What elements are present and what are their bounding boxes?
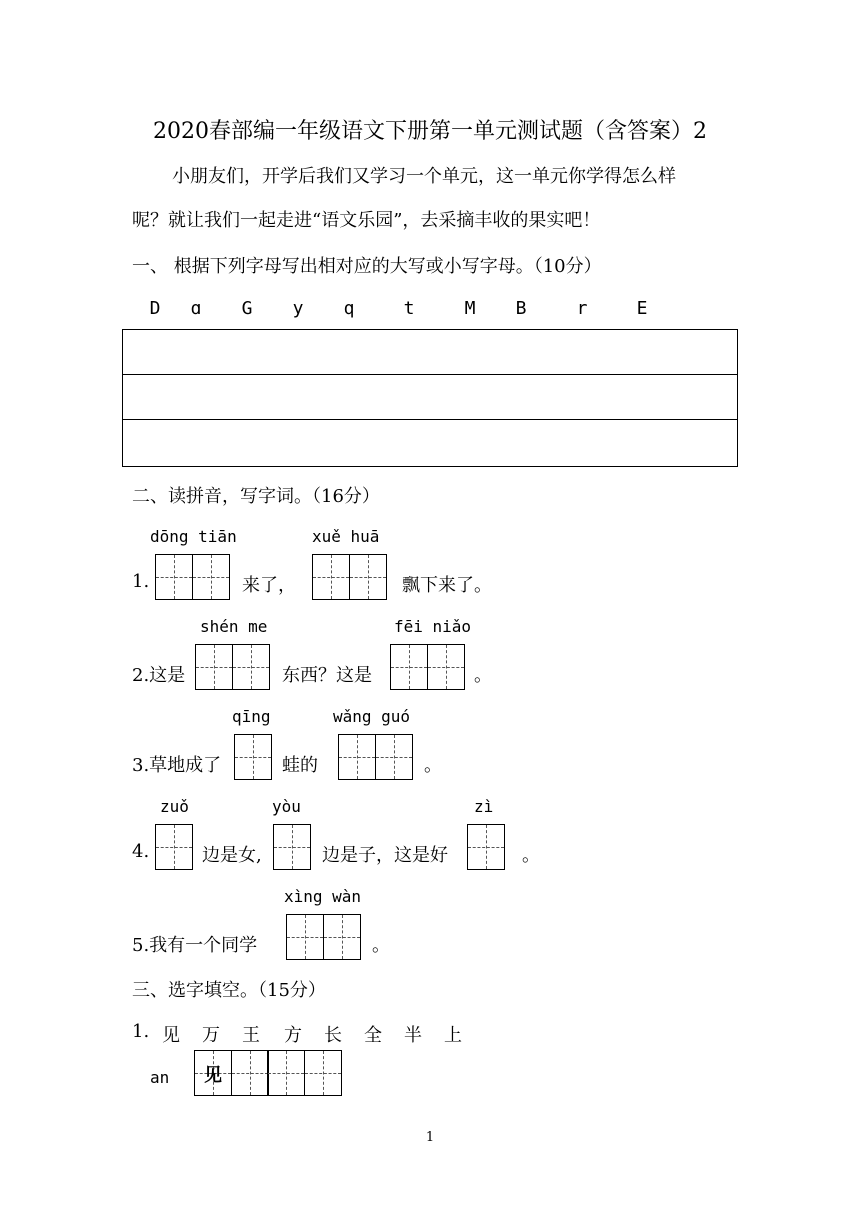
tian-zi-ge-cell[interactable] (192, 554, 230, 600)
letter-item: ɑ (190, 298, 202, 319)
letter-item: r (576, 298, 588, 319)
letter-answer-table (122, 329, 738, 467)
question-text: 东西？这是 (282, 665, 372, 686)
answer-row[interactable] (123, 420, 737, 466)
page-number: 1 (425, 1130, 435, 1145)
tian-zi-ge-cell[interactable] (349, 554, 387, 600)
pinyin-label: xìng wàn (284, 887, 362, 906)
choice-char: 半 (404, 1025, 422, 1046)
writing-grid[interactable] (467, 824, 505, 870)
pinyin-label: qīng (232, 707, 271, 726)
tian-zi-ge-cell[interactable] (312, 554, 350, 600)
writing-grid[interactable] (234, 734, 272, 780)
tian-zi-ge-cell[interactable] (390, 644, 428, 690)
tian-zi-ge-cell[interactable] (375, 734, 413, 780)
pinyin-label: yòu (272, 797, 301, 816)
choice-char: 王 (242, 1025, 260, 1046)
letter-item: y (292, 298, 304, 319)
question-text: 边是女, (202, 845, 262, 866)
letter-item: q (343, 298, 355, 319)
answer-row[interactable] (123, 375, 737, 420)
pinyin-label: zuǒ (160, 797, 189, 816)
letter-item: t (403, 298, 415, 319)
question-text: 。 (372, 935, 390, 956)
writing-grid[interactable] (312, 554, 387, 600)
tian-zi-ge-cell[interactable] (231, 1050, 269, 1096)
question-number: 2.这是 (132, 665, 186, 686)
rhyme-label: an (150, 1068, 170, 1087)
writing-grid[interactable] (195, 644, 270, 690)
filled-char: 见 (204, 1065, 222, 1086)
question-text: 。 (424, 755, 442, 776)
tian-zi-ge-cell[interactable] (194, 1050, 232, 1096)
writing-grid[interactable] (155, 554, 230, 600)
choice-char: 万 (202, 1025, 220, 1046)
question-text: 飘下来了。 (402, 575, 492, 596)
letter-item: G (241, 298, 253, 319)
letter-item: B (515, 298, 527, 319)
tian-zi-ge-cell[interactable] (155, 824, 193, 870)
tian-zi-ge-cell[interactable] (155, 554, 193, 600)
writing-grid[interactable] (390, 644, 465, 690)
tian-zi-ge-cell[interactable] (234, 734, 272, 780)
writing-grid[interactable] (338, 734, 413, 780)
choice-char: 全 (364, 1025, 382, 1046)
tian-zi-ge-cell[interactable] (195, 644, 233, 690)
page-title: 2020春部编一年级语文下册第一单元测试题（含答案）2 (153, 119, 707, 144)
section1-heading: 一、 根据下列字母写出相对应的大写或小写字母。（10分） (132, 256, 602, 277)
pinyin-label: fēi niǎo (394, 617, 472, 636)
tian-zi-ge-cell[interactable] (338, 734, 376, 780)
pinyin-label: zì (474, 797, 494, 816)
writing-grid[interactable] (273, 824, 311, 870)
tian-zi-ge-cell[interactable] (267, 1050, 305, 1096)
question-number: 4. (132, 841, 150, 862)
tian-zi-ge-cell[interactable] (273, 824, 311, 870)
pinyin-label: wǎng guó (333, 707, 411, 726)
letter-item: E (636, 298, 648, 319)
tian-zi-ge-cell[interactable] (467, 824, 505, 870)
choice-char: 长 (324, 1025, 342, 1046)
answer-row[interactable] (123, 330, 737, 375)
letter-item: M (464, 298, 476, 319)
intro-line-2: 呢？就让我们一起走进“语文乐园”，去采摘丰收的果实吧！ (132, 210, 601, 231)
choice-char: 方 (284, 1025, 302, 1046)
tian-zi-ge-cell[interactable] (427, 644, 465, 690)
question-number: 3.草地成了 (132, 755, 222, 776)
pinyin-label: xuě huā (312, 527, 380, 546)
tian-zi-ge-cell[interactable] (286, 914, 324, 960)
question-number: 1. (132, 571, 150, 592)
question-number: 1. (132, 1021, 150, 1042)
tian-zi-ge-cell[interactable] (304, 1050, 342, 1096)
section2-heading: 二、读拼音，写字词。（16分） (132, 486, 380, 507)
question-text: 来了， (242, 575, 296, 596)
letter-item: D (149, 298, 161, 319)
choice-char: 上 (444, 1025, 462, 1046)
question-text: 蛙的 (282, 755, 318, 776)
writing-grid[interactable] (194, 1050, 342, 1096)
question-number: 5.我有一个同学 (132, 935, 258, 956)
writing-grid[interactable] (286, 914, 361, 960)
intro-line-1: 小朋友们，开学后我们又学习一个单元，这一单元你学得怎么样 (172, 166, 676, 187)
choice-char: 见 (162, 1025, 180, 1046)
pinyin-label: dōng tiān (150, 527, 237, 546)
tian-zi-ge-cell[interactable] (232, 644, 270, 690)
writing-grid[interactable] (155, 824, 193, 870)
pinyin-label: shén me (200, 617, 268, 636)
section3-heading: 三、选字填空。（15分） (132, 980, 326, 1001)
question-text: 。 (474, 665, 492, 686)
question-text: 边是子，这是好 (322, 845, 448, 866)
question-text: 。 (522, 845, 540, 866)
tian-zi-ge-cell[interactable] (323, 914, 361, 960)
